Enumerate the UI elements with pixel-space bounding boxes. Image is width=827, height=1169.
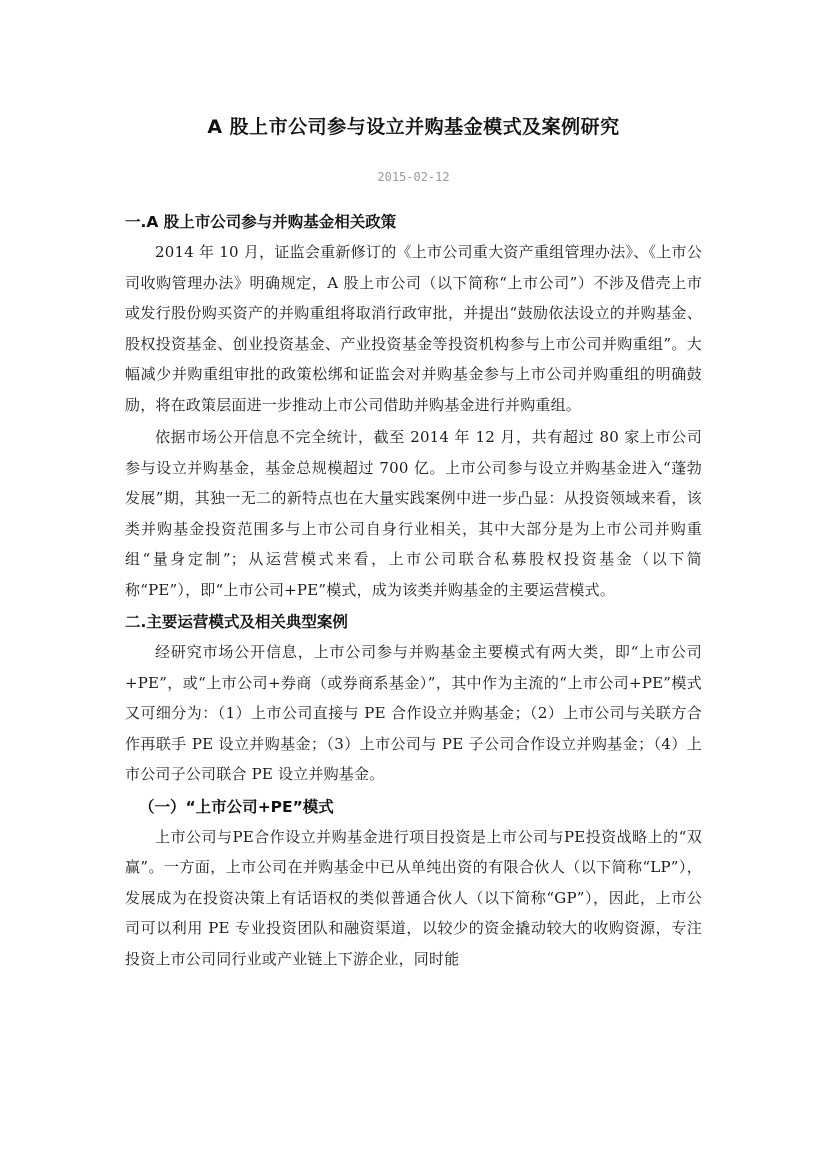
section-operating-modes xyxy=(125,607,702,790)
document-title: A 股上市公司参与设立并购基金模式及案例研究 xyxy=(207,116,620,138)
paragraph: 上市公司与PE合作设立并购基金进行项目投资是上市公司与PE投资战略上的“双赢”。一方面，上市公司在并购基金中已从单纯出资的有限合伙人（以下简称“LP”），发展成为在投资决策上有话语权的类似普通合伙人（以下简称“GP”），因此，上市公司可以利用 PE 专业投资团队和融资渠道，以较少的资金撬动较大的收购资源，专注投资上市公司同行业或产业链上下游企业，同时能 xyxy=(125,827,702,968)
subsection-heading: （一）“上市公司+PE”模式 xyxy=(139,797,334,816)
section-listed-company-pe-mode xyxy=(125,792,702,975)
paragraph: 2014 年 10 月，证监会重新修订的《上市公司重大资产重组管理办法》、《上市公司收购管理办法》明确规定，A 股上市公司（以下简称“上市公司”）不涉及借壳上市或发行股份购买资产的并购重组将取消行政审批，并提出“鼓励依法设立的并购基金、股权投资基金、创业投资基金、产业投资基金等投资机构参与上市公司并购重组”。大幅减少并购重组审批的政策松绑和证监会对并购基金参与上市公司并购重组的明确鼓励，将在政策层面进一步推动上市公司借助并购基金进行并购重组。 xyxy=(125,243,702,414)
section-heading: 二.主要运营模式及相关典型案例 xyxy=(125,613,348,631)
section-heading: 一.A 股上市公司参与并购基金相关政策 xyxy=(125,213,397,231)
paragraph: 经研究市场公开信息，上市公司参与并购基金主要模式有两大类，即“上市公司+PE”，或“上市公司+券商（或券商系基金）”，其中作为主流的“上市公司+PE”模式又可细分为：（1）上市公司直接与 PE 合作设立并购基金；（2）上市公司与关联方合作再联手 PE 设立并购基金；（3）上市公司与 PE 子公司合作设立并购基金；（4）上市公司子公司联合 PE 设立并购基金。 xyxy=(125,643,702,783)
section-policy xyxy=(125,207,702,605)
document-body xyxy=(125,207,702,976)
paragraph: 依据市场公开信息不完全统计，截至 2014 年 12 月，共有超过 80 家上市公司参与设立并购基金，基金总规模超过 700 亿。上市公司参与设立并购基金进入“蓬勃发展”期，其独一无二的新特点也在大量实践案例中进一步凸显：从投资领域来看，该类并购基金投资范围多与上市公司自身行业相关，其中大部分是为上市公司并购重组“量身定制”；从运营模式来看，上市公司联合私募股权投资基金（以下简称“PE”），即“上市公司+PE”模式，成为该类并购基金的主要运营模式。 xyxy=(125,428,702,599)
publish-date: 2015-02-12 xyxy=(377,170,450,184)
